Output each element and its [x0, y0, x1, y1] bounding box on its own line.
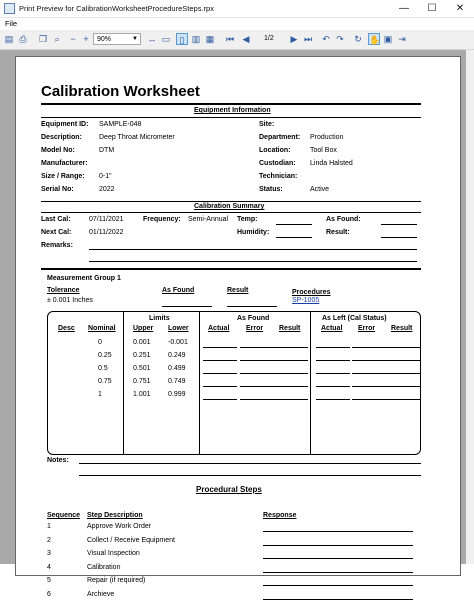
previous-page-icon[interactable]: ◀	[242, 34, 250, 44]
column-divider	[310, 311, 311, 455]
lower-cell: 0.749	[168, 378, 186, 385]
humidity-label: Humidity:	[237, 229, 270, 236]
site-label: Site:	[259, 121, 275, 128]
entry-line	[316, 399, 350, 400]
page-indicator: 1/2	[264, 35, 274, 42]
remarks-line	[89, 249, 417, 250]
equipment-id-label: Equipment ID:	[41, 121, 89, 128]
nominal-cell: 0	[98, 339, 102, 346]
last-cal-value: 07/11/2021	[89, 216, 124, 223]
upper-cell: 0.501	[133, 365, 151, 372]
entry-line	[316, 360, 350, 361]
as-left-group-header: As Left (Cal Status)	[322, 315, 387, 322]
forward-icon[interactable]: ↷	[336, 34, 344, 44]
group-title: Measurement Group 1	[47, 275, 121, 282]
menu-bar	[0, 18, 474, 30]
nominal-cell: 0.75	[98, 378, 112, 385]
group-as-found-line	[162, 306, 212, 307]
entry-line	[240, 386, 274, 387]
nominal-col-header: Nominal	[88, 325, 116, 332]
step-description: Repair (if required)	[87, 577, 146, 584]
as-found-field-line	[381, 224, 417, 225]
copy-icon[interactable]: ❐	[38, 34, 48, 44]
nominal-cell: 1	[98, 391, 102, 398]
department-label: Department:	[259, 134, 301, 141]
response-line	[263, 558, 413, 559]
custodian-label: Custodian:	[259, 160, 296, 167]
entry-line	[240, 373, 274, 374]
status-value: Active	[310, 186, 330, 193]
entry-line	[352, 399, 386, 400]
column-divider	[199, 311, 200, 455]
zoom-out-icon[interactable]: −	[70, 34, 76, 44]
summary-section-header: Calibration Summary	[194, 203, 265, 210]
group-result-line	[227, 306, 277, 307]
table-of-contents-icon[interactable]: ▤	[4, 34, 14, 44]
equipment-section-header: Equipment Information	[194, 107, 271, 114]
temp-field-line	[276, 224, 312, 225]
step-description-col-header: Step Description	[87, 512, 143, 519]
step-sequence: 4	[47, 563, 51, 571]
report-page	[15, 56, 461, 598]
next-cal-value: 01/11/2022	[89, 229, 124, 236]
divider	[41, 117, 421, 118]
as-found-result-header: Result	[279, 325, 301, 332]
custodian-value: Linda Halsted	[310, 160, 353, 167]
multi-page-icon[interactable]: ▥	[191, 34, 201, 44]
entry-line	[240, 360, 274, 361]
sequence-col-header: Sequence	[47, 512, 81, 519]
step-description: Calibration	[87, 563, 121, 571]
location-value: Tool Box	[310, 147, 337, 154]
zoom-value: 90%	[97, 36, 112, 43]
procedural-steps-header: Procedural Steps	[196, 485, 262, 494]
size-value: 0-1"	[99, 173, 112, 180]
equipment-id-value: SAMPLE-048	[99, 121, 142, 128]
divider	[41, 268, 421, 270]
lower-cell: 0.999	[168, 391, 186, 398]
page-width-icon[interactable]: ↔	[147, 34, 157, 44]
step-sequence: 6	[47, 590, 51, 598]
step-sequence: 2	[47, 536, 51, 544]
as-found-actual-header: Actual	[208, 325, 230, 332]
response-line	[263, 585, 413, 586]
desc-col-header: Desc	[58, 325, 75, 332]
divider	[41, 103, 421, 105]
notes-line	[79, 475, 421, 476]
preview-viewport[interactable]	[0, 50, 474, 598]
print-icon[interactable]: ⎙	[19, 34, 27, 44]
divider	[41, 212, 421, 213]
entry-line	[316, 386, 350, 387]
entry-line	[203, 360, 237, 361]
response-line	[263, 572, 413, 573]
step-description: Archieve	[87, 590, 115, 598]
entry-line	[352, 360, 386, 361]
menu-file[interactable]: File	[5, 19, 18, 28]
lower-cell: -0.001	[168, 339, 188, 346]
tolerance-value: ± 0.001 Inches	[47, 297, 93, 304]
entry-line	[203, 386, 237, 387]
export-icon[interactable]: ⇥	[398, 34, 406, 44]
minimize-button[interactable]: —	[399, 3, 409, 14]
department-value: Production	[310, 134, 344, 141]
remarks-line	[89, 261, 417, 262]
page-layout-icon[interactable]: ▦	[205, 34, 215, 44]
as-found-label: As Found:	[326, 216, 361, 223]
entry-line	[386, 347, 420, 348]
frequency-value: Semi-Annual	[188, 216, 229, 223]
maximize-button[interactable]: ☐	[427, 3, 437, 14]
upper-cell: 1.001	[133, 391, 151, 398]
notes-label: Notes:	[47, 457, 69, 464]
hand-tool-icon[interactable]: ✋	[369, 35, 381, 45]
size-label: Size / Range:	[41, 173, 85, 180]
step-sequence: 1	[47, 523, 51, 530]
frequency-label: Frequency:	[143, 216, 181, 223]
entry-line	[274, 373, 308, 374]
temp-label: Temp:	[237, 216, 258, 223]
refresh-icon[interactable]: ↻	[354, 34, 362, 44]
response-line	[263, 545, 413, 546]
entry-line	[203, 347, 237, 348]
entry-line	[352, 386, 386, 387]
status-label: Status:	[259, 186, 283, 193]
nominal-cell: 0.5	[98, 365, 108, 372]
result-label: Result:	[326, 229, 350, 236]
title-bar	[0, 0, 474, 18]
entry-line	[316, 347, 350, 348]
group-as-found-label: As Found	[162, 287, 195, 294]
response-col-header: Response	[263, 512, 297, 519]
as-left-actual-header: Actual	[321, 325, 343, 332]
entry-line	[203, 373, 237, 374]
notes-line	[79, 463, 421, 464]
entry-line	[274, 360, 308, 361]
whole-page-icon[interactable]: ▭	[161, 34, 171, 44]
response-line	[263, 531, 413, 532]
entry-line	[386, 399, 420, 400]
first-page-icon[interactable]: ⏮	[225, 34, 235, 44]
toolbar	[0, 30, 474, 50]
model-label: Model No:	[41, 147, 75, 154]
step-description: Approve Work Order	[87, 523, 152, 530]
entry-line	[352, 347, 386, 348]
entry-line	[316, 373, 350, 374]
entry-line	[352, 373, 386, 374]
step-description: Collect / Receive Equipment	[87, 536, 175, 544]
entry-line	[240, 399, 274, 400]
snapshot-icon[interactable]: ▣	[383, 34, 393, 44]
entry-line	[386, 373, 420, 374]
zoom-select[interactable]	[93, 33, 141, 45]
serial-value: 2022	[99, 186, 115, 193]
upper-cell: 0.251	[133, 352, 151, 359]
next-page-icon[interactable]: ▶	[290, 34, 298, 44]
app-icon	[4, 3, 15, 14]
window-title: Print Preview for CalibrationWorksheetProcedureSteps.rpx	[19, 4, 214, 13]
step-sequence: 5	[47, 577, 51, 584]
technician-label: Technician:	[259, 173, 298, 180]
humidity-field-line	[276, 237, 312, 238]
chevron-down-icon: ▼	[132, 36, 138, 42]
find-icon[interactable]: ⌕	[54, 34, 60, 44]
entry-line	[203, 399, 237, 400]
serial-label: Serial No:	[41, 186, 74, 193]
tolerance-label: Tolerance	[47, 287, 80, 294]
last-cal-label: Last Cal:	[41, 216, 71, 223]
entry-line	[240, 347, 274, 348]
entry-line	[274, 399, 308, 400]
as-left-error-header: Error	[358, 325, 376, 332]
close-button[interactable]: ✕	[455, 3, 465, 14]
upper-cell: 0.751	[133, 378, 151, 385]
divider	[41, 201, 421, 202]
as-found-group-header: As Found	[237, 315, 270, 322]
manufacturer-label: Manufacturer:	[41, 160, 88, 167]
zoom-in-icon[interactable]: +	[83, 34, 89, 44]
limits-header: Limits	[149, 315, 170, 322]
vertical-scrollbar[interactable]	[466, 50, 474, 564]
upper-col-header: Upper	[133, 325, 154, 332]
as-found-error-header: Error	[246, 325, 264, 332]
entry-line	[274, 386, 308, 387]
result-field-line	[381, 237, 417, 238]
step-sequence: 3	[47, 550, 51, 557]
as-left-result-header: Result	[391, 325, 413, 332]
next-cal-label: Next Cal:	[41, 229, 72, 236]
report-title: Calibration Worksheet	[41, 83, 200, 100]
upper-cell: 0.001	[133, 339, 151, 346]
step-description: Visual Inspection	[87, 550, 140, 557]
model-value: DTM	[99, 147, 115, 154]
lower-cell: 0.499	[168, 365, 186, 372]
description-label: Description:	[41, 134, 82, 141]
lower-col-header: Lower	[168, 325, 189, 332]
entry-line	[386, 360, 420, 361]
entry-line	[274, 347, 308, 348]
back-icon[interactable]: ↶	[322, 34, 330, 44]
remarks-label: Remarks:	[41, 242, 73, 249]
group-result-label: Result	[227, 287, 249, 294]
description-value: Deep Throat Micrometer	[99, 134, 175, 141]
lower-cell: 0.249	[168, 352, 186, 359]
single-page-icon[interactable]: ▯	[176, 33, 188, 45]
location-label: Location:	[259, 147, 291, 154]
column-divider	[123, 311, 124, 455]
response-line	[263, 599, 413, 600]
procedures-link[interactable]: SP-1005	[292, 297, 320, 304]
nominal-cell: 0.25	[98, 352, 112, 359]
entry-line	[386, 386, 420, 387]
last-page-icon[interactable]: ⏭	[303, 34, 313, 44]
procedures-label: Procedures	[292, 289, 331, 296]
